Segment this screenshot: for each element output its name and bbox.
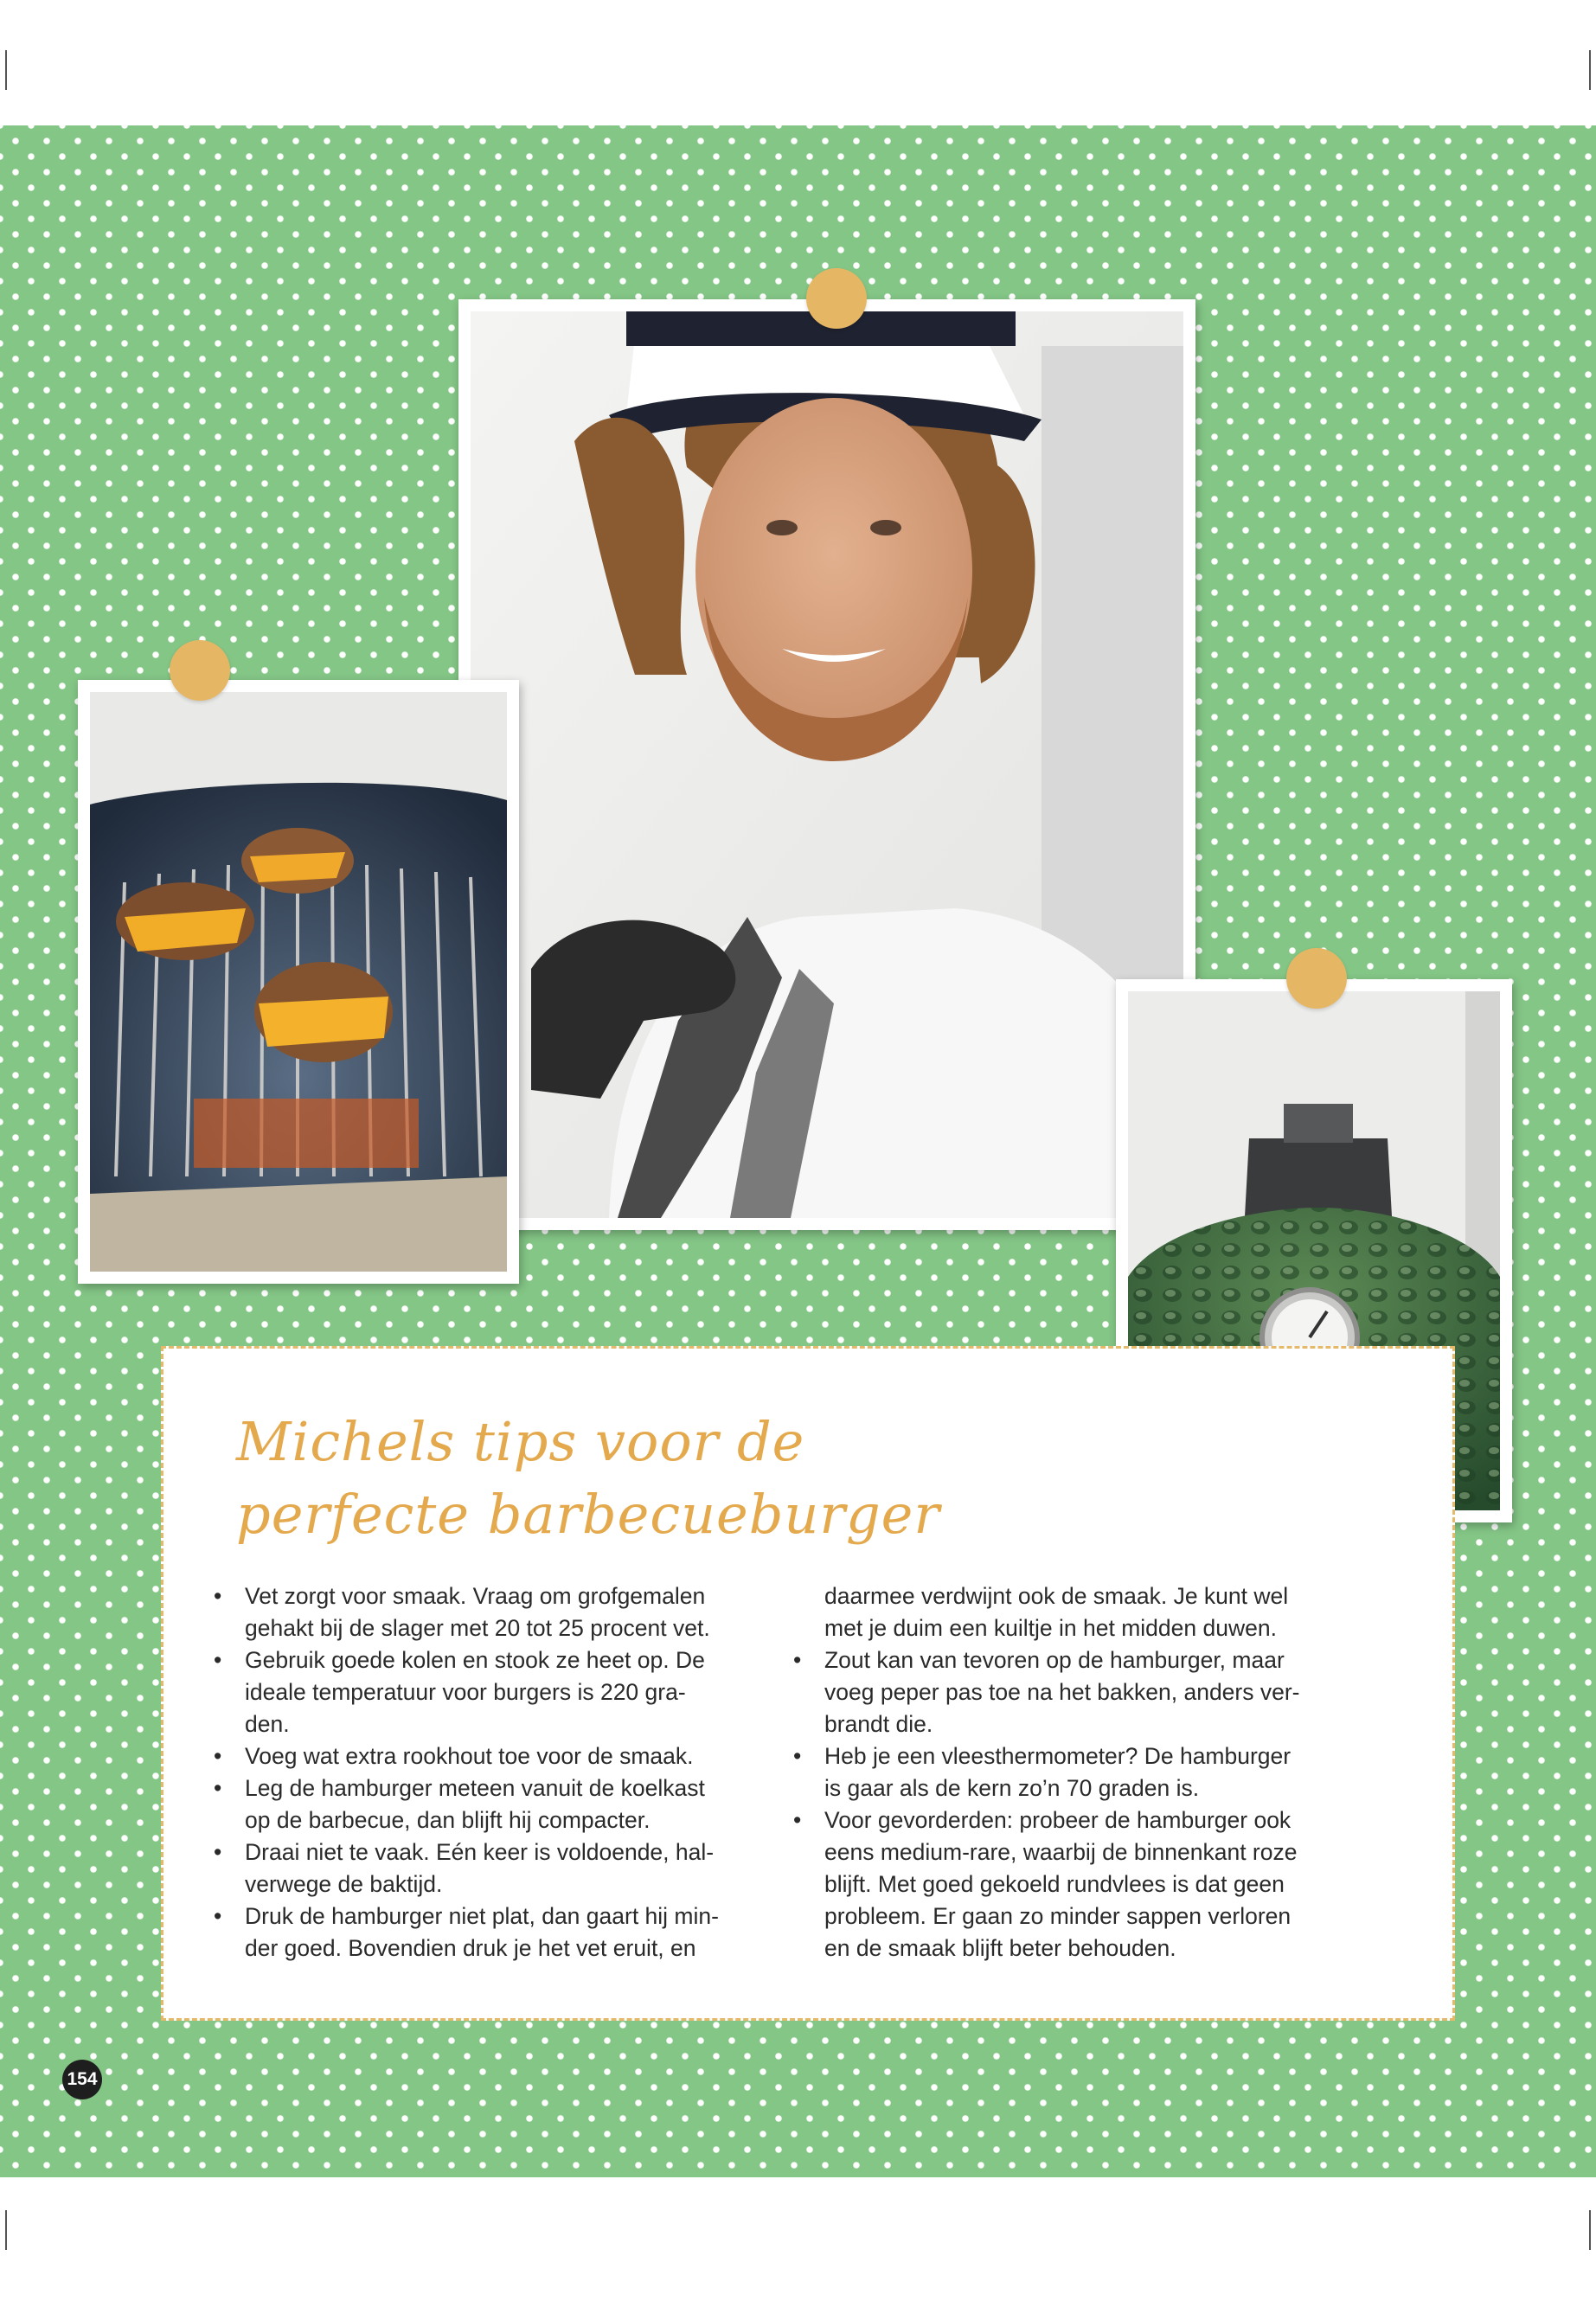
tip-line: verwege de baktijd. <box>245 1871 443 1897</box>
tip-line: blijft. Met goed gekoeld rundvlees is dat geen <box>824 1871 1285 1897</box>
tip-line: op de barbecue, dan blijft hij compacter. <box>245 1807 651 1833</box>
tip-line: • Voeg wat extra rookhout toe voor de smaak. <box>212 1740 766 1772</box>
tip-line: daarmee verdwijnt ook de smaak. Je kunt wel <box>824 1583 1289 1609</box>
tip-line: brandt die. <box>824 1711 933 1737</box>
pin-main <box>806 268 867 329</box>
burgers-on-grill-icon <box>90 692 507 1272</box>
tip-line: gehakt bij de slager met 20 tot 25 procent vet. <box>245 1615 710 1641</box>
crop-mark <box>1589 2210 1591 2250</box>
tip-line: • Vet zorgt voor smaak. Vraag om grofgemalen <box>212 1580 766 1612</box>
tip-line: • Zout kan van tevoren op de hamburger, maar <box>792 1644 1345 1676</box>
grill-photo <box>78 680 519 1284</box>
crop-mark <box>5 2210 7 2250</box>
tips-title-line: perfecte barbecueburger <box>236 1483 940 1546</box>
tip-line: der goed. Bovendien druk je het vet eruit, en <box>245 1935 696 1961</box>
tip-line: ideale temperatuur voor burgers is 220 gra- <box>245 1679 686 1705</box>
tip-line: eens medium-rare, waarbij de binnenkant roze <box>824 1839 1298 1865</box>
tip-line: • Druk de hamburger niet plat, dan gaart hij min- <box>212 1900 766 1932</box>
tip-line: is gaar als de kern zo’n 70 graden is. <box>824 1775 1200 1801</box>
tip-line: probleem. Er gaan zo minder sappen verloren <box>824 1903 1292 1929</box>
crop-mark <box>5 50 7 90</box>
tips-box <box>161 1346 1455 2021</box>
tip-line: • Voor gevorderden: probeer de hamburger ook <box>792 1804 1345 1836</box>
tip-line: den. <box>245 1711 290 1737</box>
tip-line: met je duim een kuiltje in het midden duwen. <box>824 1615 1277 1641</box>
tip-line: • Leg de hamburger meteen vanuit de koelkast <box>212 1772 766 1804</box>
chef-portrait-photo <box>458 299 1195 1230</box>
tips-list-right <box>792 1580 1345 1965</box>
pin-grill <box>170 640 230 701</box>
tip-line: voeg peper pas toe na het bakken, anders ver- <box>824 1679 1300 1705</box>
tips-title <box>236 1406 940 1551</box>
page-number: 154 <box>62 2060 102 2099</box>
tip-line: • Gebruik goede kolen en stook ze heet op. De <box>212 1644 766 1676</box>
tip-line: • Draai niet te vaak. Eén keer is voldoende, hal- <box>212 1836 766 1868</box>
tip-line: en de smaak blijft beter behouden. <box>824 1935 1176 1961</box>
crop-mark <box>1589 50 1591 90</box>
chef-portrait-icon <box>471 311 1183 1218</box>
tips-title-line: Michels tips voor de <box>236 1410 805 1473</box>
pin-kamado <box>1286 948 1347 1009</box>
tip-line: • Heb je een vleesthermometer? De hamburger <box>792 1740 1345 1772</box>
tips-list-left <box>212 1580 766 1965</box>
